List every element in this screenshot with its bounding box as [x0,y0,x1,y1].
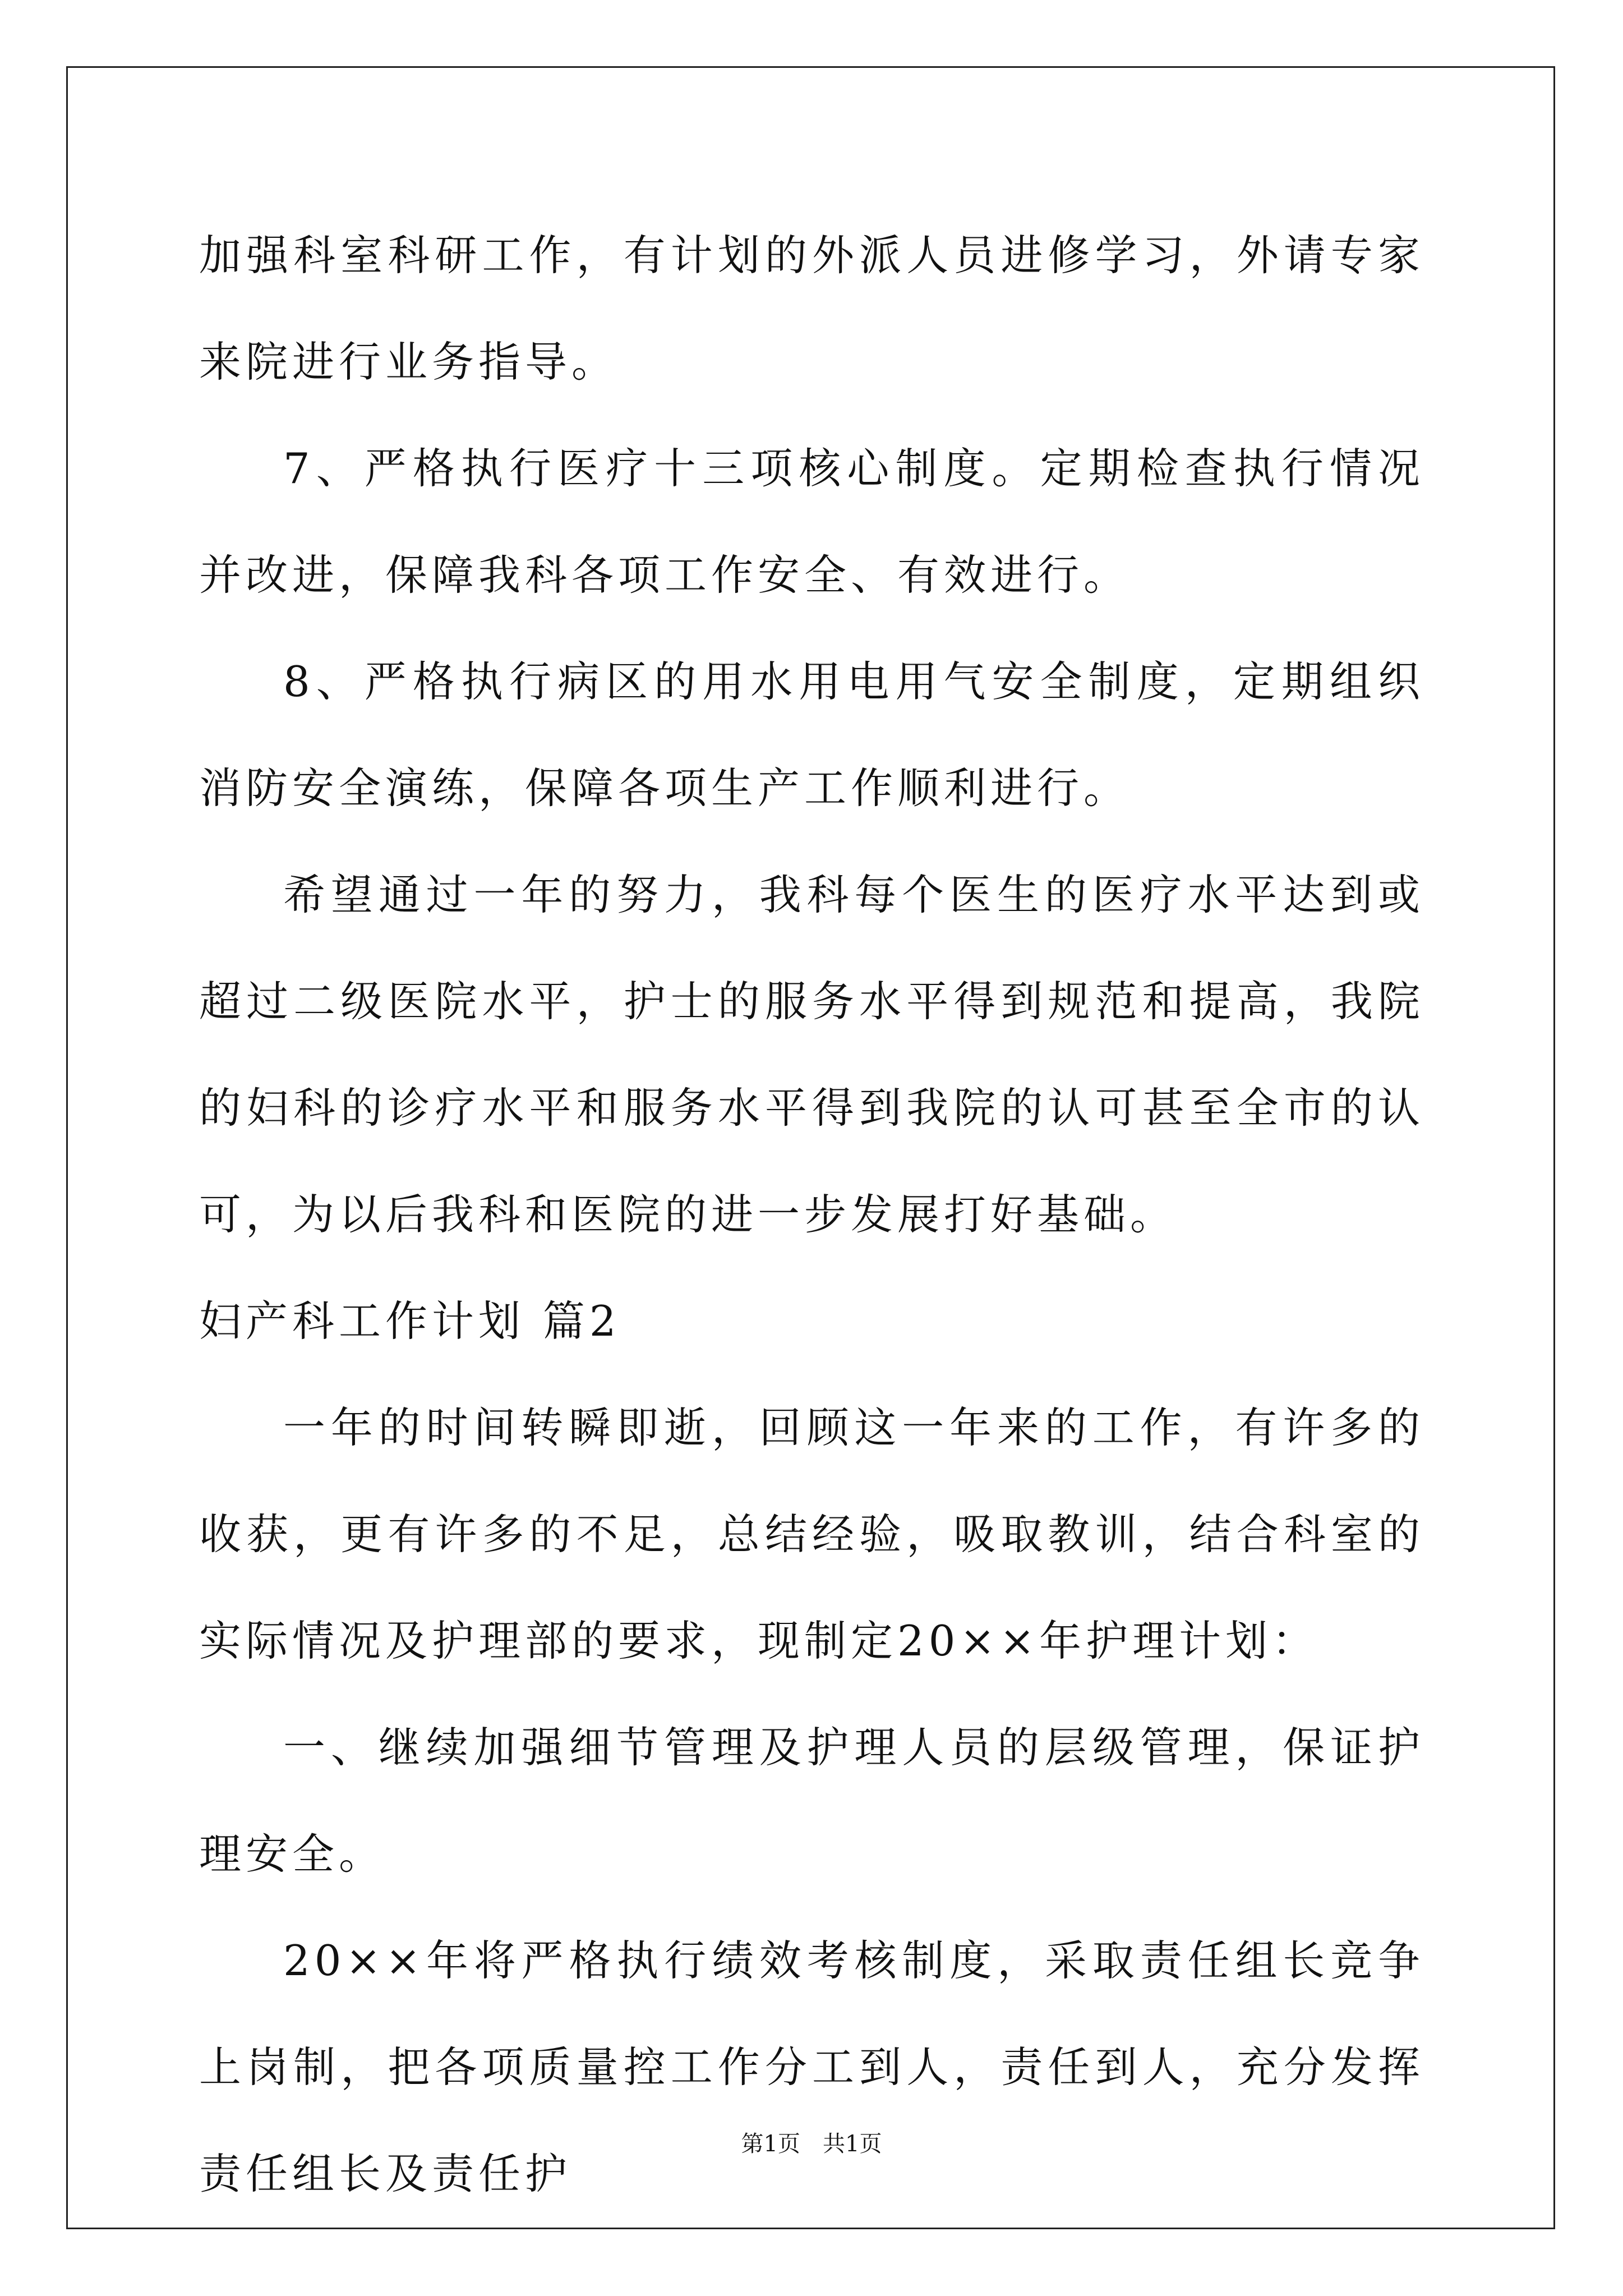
paragraph-point-1: 一、继续加强细节管理及护理人员的层级管理，保证护理安全。 [199,1723,1424,1879]
document-body [199,202,1424,2227]
section-heading: 妇产科工作计划 篇2 [199,1296,621,1346]
paragraph-item-7: 7、严格执行医疗十三项核心制度。定期检查执行情况并改进，保障我科各项工作安全、有效进行。 [199,444,1424,600]
paragraph-intro: 一年的时间转瞬即逝，回顾这一年来的工作，有许多的收获，更有许多的不足，总结经验，吸取教训，结合科室的实际情况及护理部的要求，现制定20××年护理计划： [199,1403,1424,1665]
page-footer: 第1页 共1页 [741,2131,882,2157]
paragraph-performance: 20××年将严格执行绩效考核制度，采取责任组长竞争上岗制，把各项质量控工作分工到人，责任到人，充分发挥责任组长及责任护 [199,1936,1424,2198]
paragraph-hope: 希望通过一年的努力，我科每个医生的医疗水平达到或超过二级医院水平，护士的服务水平得到规范和提高，我院的妇科的诊疗水平和服务水平得到我院的认可甚至全市的认可，为以后我科和医院的进一步发展打好基础。 [199,870,1424,1239]
paragraph-item-8: 8、严格执行病区的用水用电用气安全制度，定期组织消防安全演练，保障各项生产工作顺利进行。 [199,657,1424,813]
paragraph-continued: 加强科室科研工作，有计划的外派人员进修学习，外请专家来院进行业务指导。 [199,231,1424,386]
